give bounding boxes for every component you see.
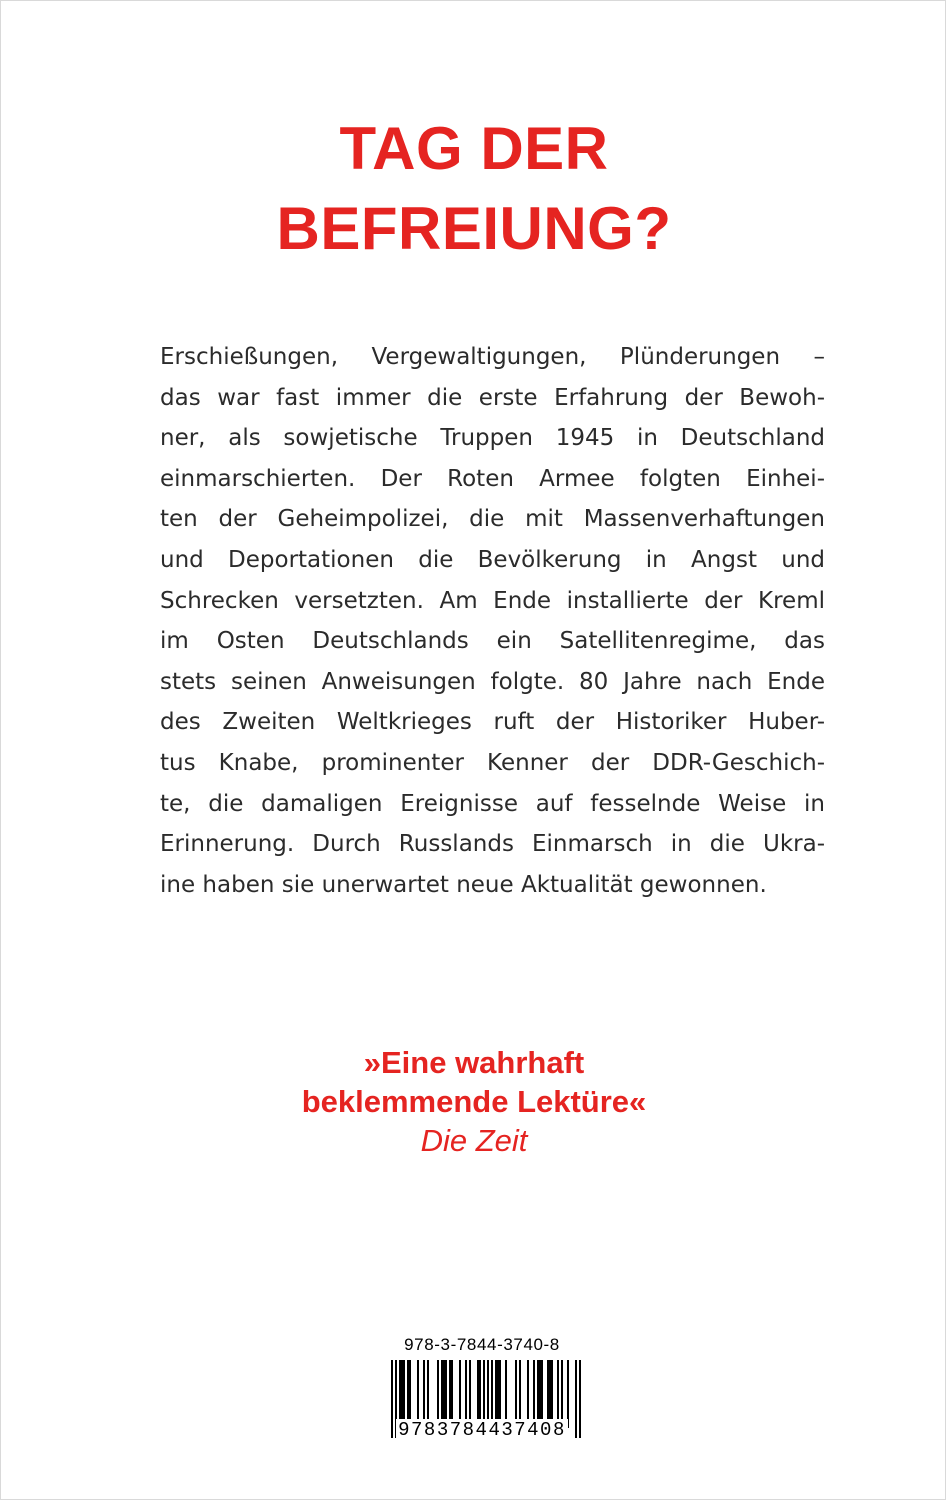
blurb-line: das war fast immer die erste Erfahrung der Bewoh- bbox=[160, 384, 825, 411]
title-line-2: BEFREIUNG? bbox=[276, 195, 672, 262]
barcode-bar bbox=[479, 1360, 481, 1428]
barcode-bar bbox=[515, 1360, 517, 1428]
barcode-bar bbox=[541, 1360, 543, 1428]
isbn-label: 978-3-7844-3740-8 bbox=[404, 1335, 560, 1354]
press-quote bbox=[1, 1043, 946, 1160]
barcode-bar bbox=[423, 1360, 425, 1428]
quote-line-1: »Eine wahrhaft bbox=[363, 1045, 585, 1080]
barcode-bar bbox=[549, 1360, 551, 1428]
blurb-line: te, die damaligen Ereignisse auf fesselnde Weise in bbox=[160, 790, 825, 817]
blurb-line: im Osten Deutschlands ein Satellitenregime, das bbox=[160, 628, 825, 655]
barcode-bar bbox=[445, 1360, 447, 1428]
ean-digits bbox=[379, 1419, 585, 1441]
barcode-bar bbox=[427, 1360, 429, 1428]
barcode-bar bbox=[567, 1360, 569, 1428]
ean-digits-text: 9783784437408 bbox=[398, 1419, 566, 1441]
book-title bbox=[1, 109, 946, 269]
blurb-line: ten der Geheimpolizei, die mit Massenverhaftungen bbox=[160, 506, 825, 533]
blurb-line: einmarschierten. Der Roten Armee folgten Einhei- bbox=[160, 465, 825, 492]
barcode-bar bbox=[417, 1360, 419, 1428]
barcode-bar bbox=[451, 1360, 453, 1428]
barcode-bar bbox=[537, 1360, 539, 1428]
barcode-bar bbox=[505, 1360, 507, 1428]
blurb-line: ner, als sowjetische Truppen 1945 in Deutschland bbox=[160, 425, 825, 452]
barcode-bar bbox=[449, 1360, 451, 1428]
barcode-bar bbox=[443, 1360, 445, 1428]
blurb-line: tus Knabe, prominenter Kenner der DDR-Geschich- bbox=[160, 749, 825, 776]
quote-source: Die Zeit bbox=[420, 1123, 528, 1158]
barcode-bar bbox=[561, 1360, 563, 1428]
barcode-bar bbox=[401, 1360, 403, 1428]
quote-line-2: beklemmende Lektüre« bbox=[301, 1084, 647, 1119]
blurb-line: des Zweiten Weltkrieges ruft der Historiker Huber- bbox=[160, 709, 825, 736]
barcode-bar bbox=[539, 1360, 541, 1428]
barcode-bar bbox=[491, 1360, 493, 1428]
barcode-bar bbox=[499, 1360, 501, 1428]
barcode-bar bbox=[459, 1360, 461, 1428]
barcode-bar bbox=[519, 1360, 521, 1428]
barcode-bar bbox=[551, 1360, 553, 1428]
barcode-bar bbox=[477, 1360, 479, 1428]
barcode-bar bbox=[469, 1360, 471, 1428]
barcode-bar bbox=[409, 1360, 411, 1428]
blurb-line: ine haben sie unerwartet neue Aktualität gewonnen. bbox=[160, 871, 767, 898]
barcode-bar bbox=[527, 1360, 529, 1428]
blurb-line: Schrecken versetzten. Am Ende installierte der Kreml bbox=[160, 587, 825, 614]
blurb-line: Erschießungen, Vergewaltigungen, Plünderungen – bbox=[160, 344, 825, 370]
barcode-bar bbox=[557, 1360, 559, 1428]
barcode-bar bbox=[437, 1360, 439, 1428]
barcode-bar bbox=[533, 1360, 535, 1428]
barcode-bar bbox=[497, 1360, 499, 1428]
title-line-1: TAG DER bbox=[339, 115, 609, 182]
barcode-bar bbox=[547, 1360, 549, 1428]
blurb-line: und Deportationen die Bevölkerung in Angst und bbox=[160, 546, 825, 573]
barcode-bar bbox=[465, 1360, 467, 1428]
blurb-text bbox=[160, 337, 825, 905]
blurb-line: stets seinen Anweisungen folgte. 80 Jahre nach Ende bbox=[160, 668, 825, 695]
barcode-bar bbox=[399, 1360, 401, 1428]
blurb-line: Erinnerung. Durch Russlands Einmarsch in die Ukra- bbox=[160, 831, 825, 858]
barcode-bar bbox=[441, 1360, 443, 1428]
barcode-bar bbox=[495, 1360, 497, 1428]
barcode-bar bbox=[407, 1360, 409, 1428]
barcode-bar bbox=[403, 1360, 405, 1428]
